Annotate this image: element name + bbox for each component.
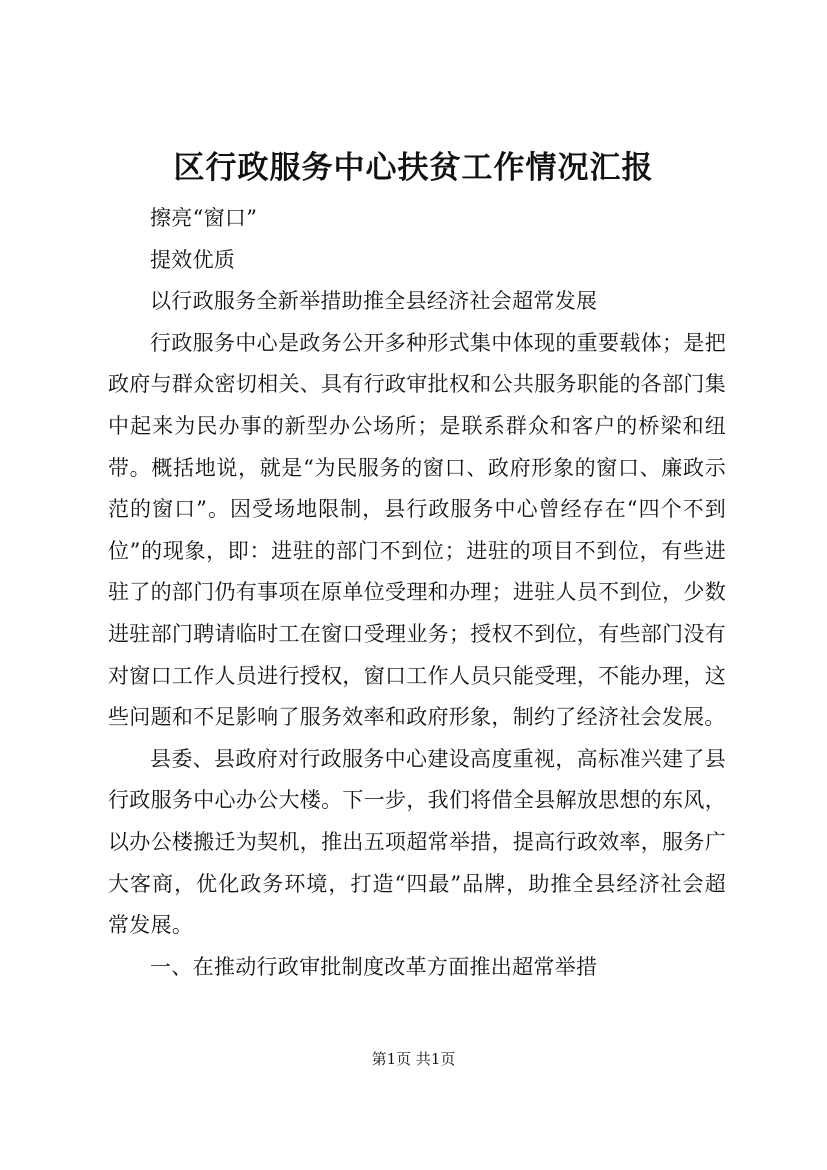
paragraph-body-2: 县委、县政府对行政服务中心建设高度重视，高标准兴建了县行政服务中心办公大楼。下一步，我们将借全县解放思想的东风，以办公楼搬迁为契机，推出五项超常举措，提高行政效率，服务广大客商，优化政务环境，打造“四最”品牌，助推全县经济社会超常发展。 xyxy=(108,746,726,938)
document-body xyxy=(108,198,726,988)
paragraph-subtitle-3: 以行政服务全新举措助推全县经济社会超常发展 xyxy=(150,289,598,314)
page-footer: 第1页 共1页 xyxy=(371,1050,456,1068)
paragraph-subtitle-1: 擦亮“窗口” xyxy=(150,206,258,230)
paragraph-section-heading: 一、在推动行政审批制度改革方面推出超常举措 xyxy=(150,954,598,979)
paragraph-body-1: 行政服务中心是政务公开多种形式集中体现的重要载体；是把政府与群众密切相关、具有行政审批权和公共服务职能的各部门集中起来为民办事的新型办公场所；是联系群众和客户的桥梁和纽带。概括地说，就是“为民服务的窗口、政府形象的窗口、廉政示范的窗口”。因受场地限制，县行政服务中心曾经存在“四个不到位”的现象，即：进驻的部门不到位；进驻的项目不到位，有些进驻了的部门仍有事项在原单位受理和办理；进驻人员不到位，少数进驻部门聘请临时工在窗口受理业务；授权不到位，有些部门没有对窗口工作人员进行授权，窗口工作人员只能受理，不能办理，这些问题和不足影响了服务效率和政府形象，制约了经济社会发展。 xyxy=(108,330,726,730)
paragraph-subtitle-2: 提效优质 xyxy=(150,247,236,272)
page-title: 区行政服务中心扶贫工作情况汇报 xyxy=(173,150,654,186)
